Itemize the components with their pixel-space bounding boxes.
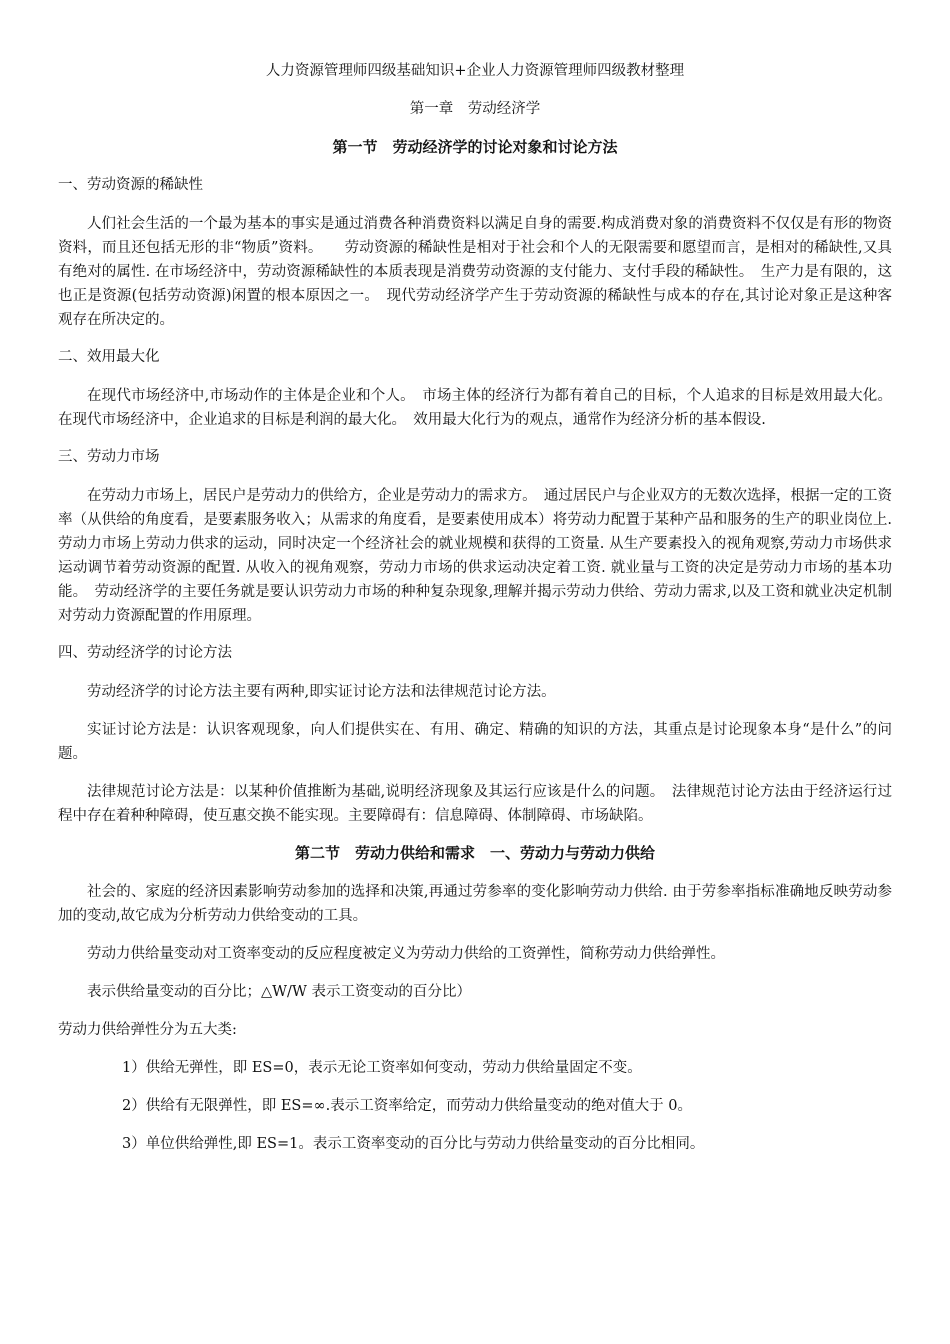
section-2-title: 第二节 劳动力供给和需求 一、劳动力与劳动力供给 — [294, 844, 655, 862]
list-item-elasticity: 3）单位供给弹性,即 ES=1。表示工资率变动的百分比与劳动力供给量变动的百分比相同。 — [122, 1136, 705, 1152]
paragraph-elasticity-types: 劳动力供给弹性分为五大类: — [58, 1022, 237, 1038]
paragraph-elasticity-definition: 劳动力供给量变动对工资率变动的反应程度被定义为劳动力供给的工资弹性，简称劳动力供给弹性。 — [87, 946, 725, 962]
paragraph-positive-method: 实证讨论方法是：认识客观现象，向人们提供实在、有用、确定、精确的知识的方法，其重点是讨论现象本身“是什么”的问题。 — [58, 722, 892, 762]
paragraph-utility: 在现代市场经济中,市场动作的主体是企业和个人。 市场主体的经济行为都有着自己的目标，个人追求的目标是效用最大化。在现代市场经济中，企业追求的目标是利润的最大化。 效用最大化行为的观点，通常作为经济分析的基本假设. — [58, 388, 892, 428]
list-item-elasticity: 2）供给有无限弹性，即 ES=∞.表示工资率给定，而劳动力供给量变动的绝对值大于 0。 — [122, 1098, 693, 1114]
heading-utility: 二、效用最大化 — [58, 349, 160, 365]
heading-scarcity: 一、劳动资源的稀缺性 — [58, 177, 203, 193]
list-item-elasticity: 1）供给无弹性，即 ES=0，表示无论工资率如何变动，劳动力供给量固定不变。 — [122, 1060, 642, 1076]
paragraph-elasticity-formula-note: 表示供给量变动的百分比；△W/W 表示工资变动的百分比） — [87, 984, 471, 1000]
paragraph-methods-intro: 劳动经济学的讨论方法主要有两种,即实证讨论方法和法律规范讨论方法。 — [87, 684, 556, 700]
heading-methods: 四、劳动经济学的讨论方法 — [58, 645, 232, 661]
chapter-title: 第一章 劳动经济学 — [409, 101, 541, 117]
paragraph-participation: 社会的、家庭的经济因素影响劳动参加的选择和决策,再通过劳参率的变化影响劳动力供给. 由于劳参率指标准确地反映劳动参加的变动,故它成为分析劳动力供给变动的工具。 — [58, 884, 892, 924]
heading-labor-market: 三、劳动力市场 — [58, 449, 160, 465]
paragraph-labor-market: 在劳动力市场上，居民户是劳动力的供给方，企业是劳动力的需求方。 通过居民户与企业双方的无数次选择，根据一定的工资率（从供给的角度看，是要素服务收入；从需求的角度看，是要素使用成本）将劳动力配置于某种产品和服务的生产的职业岗位上. 劳动力市场上劳动力供求的运动，同时决定一个经济社会的就业规模和获得的工资量. 从生产要素投入的视角观察,劳动力市场供求运动调节着劳动资源的配置. 从收入的视角观察，劳动力市场的供求运动决定着工资. 就业量与工资的决定是劳动力市场的基本功能。 劳动经济学的主要任务就是要认识劳动力市场的种种复杂现象,理解并揭示劳动力供给、劳动力需求,以及工资和就业决定机制对劳动力资源配置的作用原理。 — [58, 488, 892, 624]
paragraph-scarcity: 人们社会生活的一个最为基本的事实是通过消费各种消费资料以满足自身的需要.构成消费对象的消费资料不仅仅是有形的物资资料，而且还包括无形的非“物质”资料。 劳动资源的稀缺性是相对于社会和个人的无限需要和愿望而言，是相对的稀缺性,又具有绝对的属性. 在市场经济中，劳动资源稀缺性的本质表现是消费劳动资源的支付能力、支付手段的稀缺性。 生产力是有限的，这也正是资源(包括劳动资源)闲置的根本原因之一。 现代劳动经济学产生于劳动资源的稀缺性与成本的存在,其讨论对象正是这种客观存在所决定的。 — [58, 216, 892, 328]
section-1-title: 第一节 劳动经济学的讨论对象和讨论方法 — [332, 138, 618, 156]
document-title: 人力资源管理师四级基础知识+企业人力资源管理师四级教材整理 — [265, 63, 685, 79]
paragraph-normative-method: 法律规范讨论方法是：以某种价值推断为基础,说明经济现象及其运行应该是什么的问题。 法律规范讨论方法由于经济运行过程中存在着种种障碍，使互惠交换不能实现。主要障碍有：信息障碍、体制障碍、市场缺陷。 — [58, 784, 892, 824]
